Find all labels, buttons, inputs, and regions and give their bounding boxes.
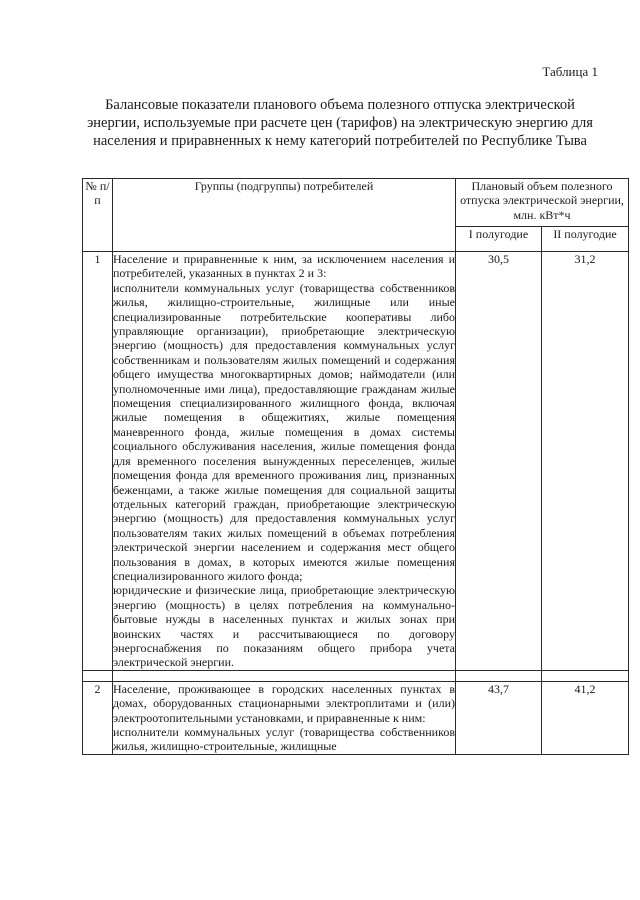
header-half1: I полугодие bbox=[456, 227, 542, 252]
row-paragraph: исполнители коммунальных услуг (товарищества собственников жилья, жилищно-строительные, жилищные bbox=[113, 725, 455, 754]
header-num: № п/п bbox=[83, 179, 113, 252]
document-title: Балансовые показатели планового объема полезного отпуска электрической энергии, используемые при расчете цен (тарифов) на электрическую энергию для населения и приравненных к нему категорий потребителей по Республике Тыва bbox=[87, 97, 593, 149]
row-number: 1 bbox=[83, 252, 113, 671]
row-paragraph: Население, проживающее в городских населенных пунктах в домах, оборудованных стационарными электроплитами и (или) электроотопительными установками, и приравненные к ним: bbox=[113, 681, 455, 725]
row-value-half2: 41,2 bbox=[542, 681, 629, 754]
row-group-text bbox=[113, 252, 456, 671]
row-group-text bbox=[113, 681, 456, 754]
balance-table bbox=[82, 178, 629, 755]
row-paragraph: исполнители коммунальных услуг (товарищества собственников жилья, жилищно-строительные, жилищные или иные специализированные потребительские кооперативы либо управляющие организации), приобретающие электрическую энергию (мощность) для предоставления коммунальных услуг собственникам и пользователям жилых помещений и содержания общего имущества многоквартирных домов; наймодатели (или уполномоченные ими лица), предоставляющие гражданам жилые помещения специализированного жилищного фонда, включая жилые помещения в общежитиях, жилые помещения маневренного фонда, жилые помещения в домах системы социального обслуживания населения, жилые помещения фонда для временного поселения вынужденных переселенцев, жилые помещения фонда для временного проживания лиц, признанных беженцами, а также жилые помещения для социальной защиты отдельных категорий граждан, приобретающие электрическую энергию (мощность) для предоставления коммунальных услуг пользователям таких жилых помещений в объемах потребления электрической энергии населением и содержания мест общего пользования в домах, в которых имеются жилые помещения специализированного жилого фонда; bbox=[113, 280, 455, 583]
table-row bbox=[83, 252, 629, 671]
header-half2: II полугодие bbox=[542, 227, 629, 252]
header-group: Группы (подгруппы) потребителей bbox=[113, 179, 456, 252]
row-number: 2 bbox=[83, 681, 113, 754]
header-volume: Плановый объем полезного отпуска электрической энергии, млн. кВт*ч bbox=[456, 179, 629, 227]
row-paragraph: Население и приравненные к ним, за исключением населения и потребителей, указанных в пунктах 2 и 3: bbox=[113, 252, 455, 281]
table-caption: Таблица 1 bbox=[542, 64, 598, 79]
row-paragraph: юридические и физические лица, приобретающие электрическую энергию (мощность) в целях потребления на коммунально-бытовые нужды в населенных пунктах и жилых зонах при воинских частях и рассчитывающиеся по договору энергоснабжения по показаниям общего прибора учета электрической энергии. bbox=[113, 583, 455, 670]
header-row bbox=[83, 179, 629, 227]
row-value-half2: 31,2 bbox=[542, 252, 629, 671]
row-separator bbox=[83, 670, 629, 681]
row-value-half1: 43,7 bbox=[456, 681, 542, 754]
row-value-half1: 30,5 bbox=[456, 252, 542, 671]
table-row bbox=[83, 681, 629, 754]
